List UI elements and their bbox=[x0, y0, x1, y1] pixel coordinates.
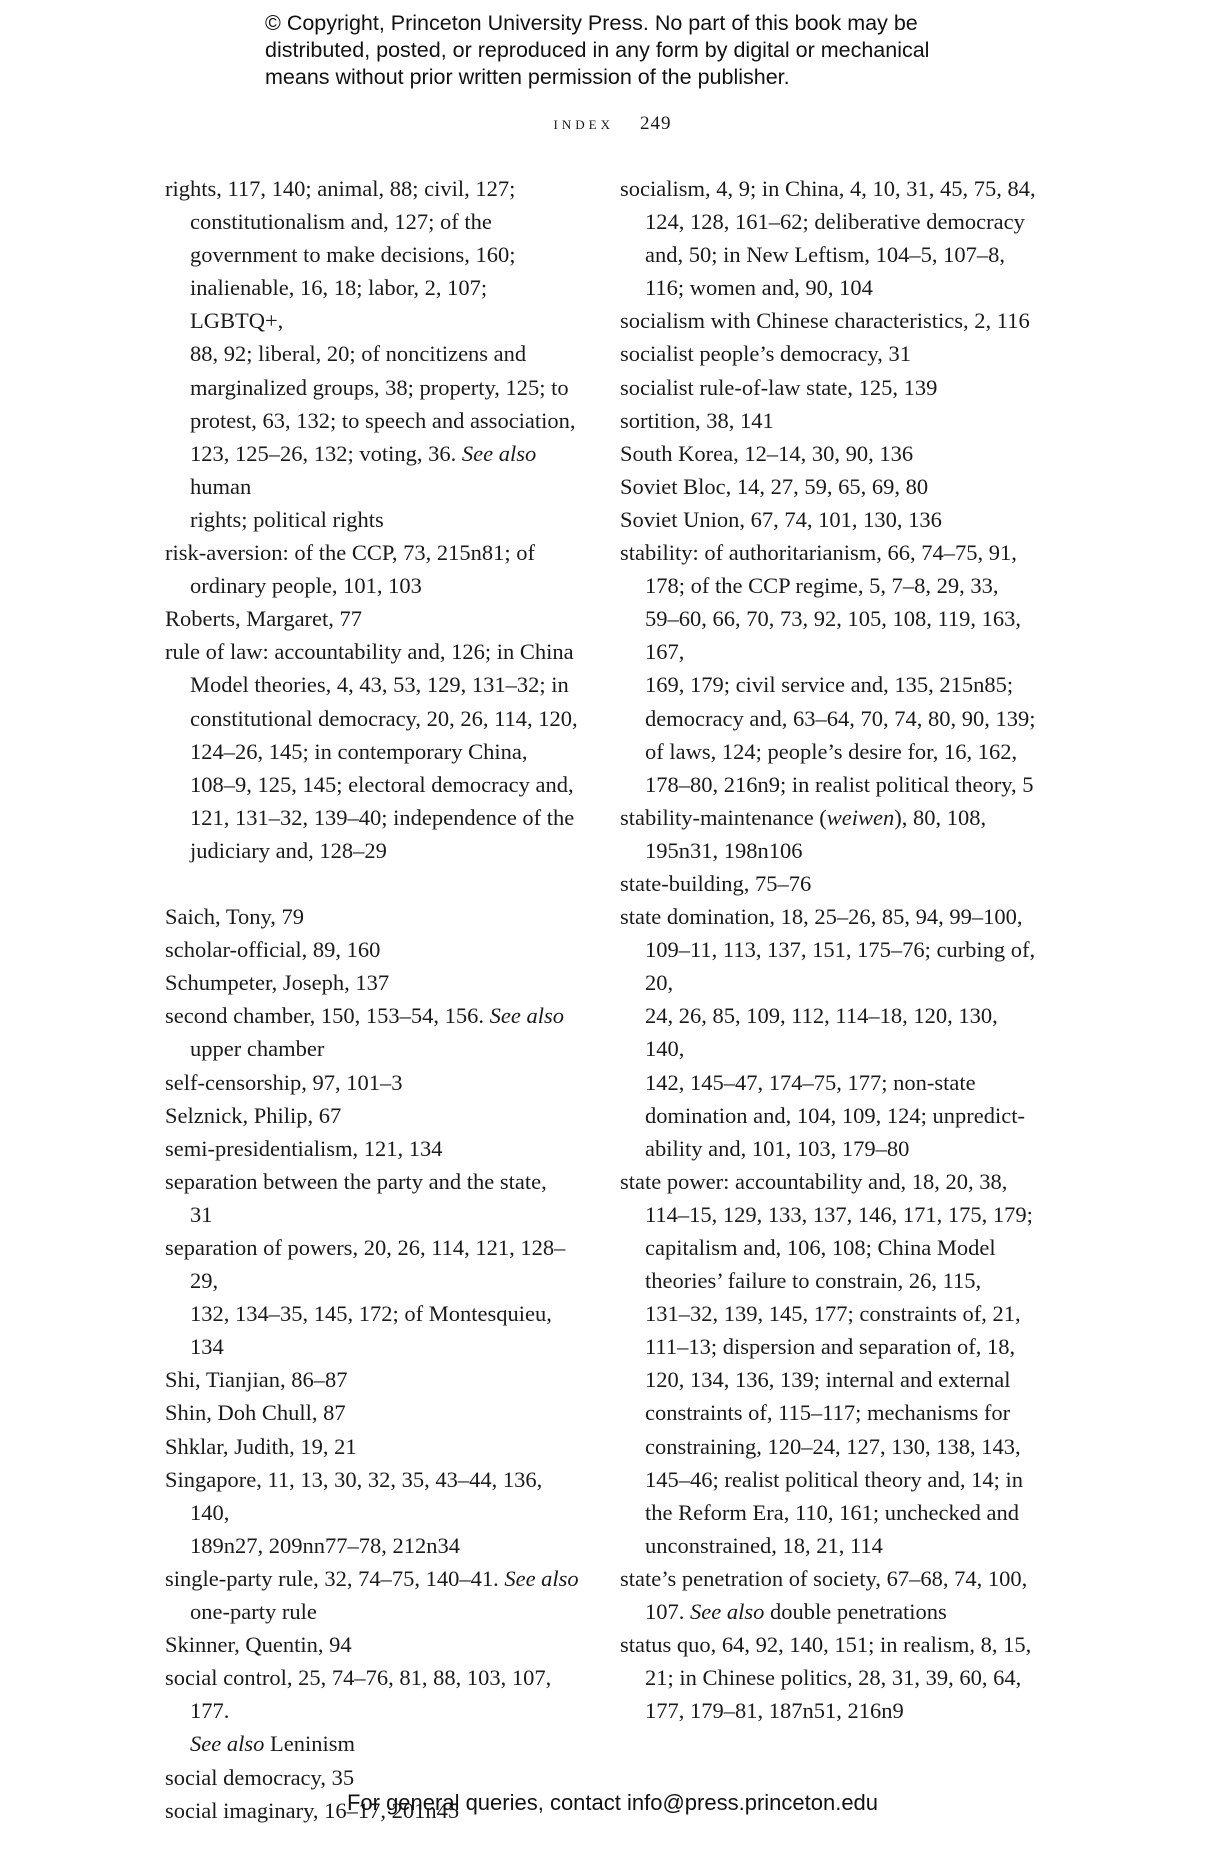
index-entry: second chamber, 150, 153–54, 156. See also upper chamber bbox=[165, 1003, 565, 1062]
index-entry: state power: accountability and, 18, 20, 38, 114–15, 129, 133, 137, 146, 171, 175, 179; capitalism and, 106, 108; China Model theories’ failure to constrain, 26, 115, 131–32, 139, 145, 177; constraints of, 21, 111–13; dispersion and separation of, 18, 120, 134, 136, 139; internal and external constraints of, 115–117; mechanisms for constraining, 120–24, 127, 130, 138, 143, 145–46; realist political theory and, 14; in the Reform Era, 110, 161; unchecked and unconstrained, 18, 21, 114 bbox=[620, 1168, 1033, 1558]
index-entry: stability: of authoritarianism, 66, 74–75, 91, 178; of the CCP regime, 5, 7–8, 29, 33, 59–60, 66, 70, 73, 92, 105, 108, 119, 163, 167, 169, 179; civil service and, 135, 215n85; democracy and, 63–64, 70, 74, 80, 90, 139; of laws, 124; people’s desire for, 16, 162, 178–80, 216n9; in realist political theory, 5 bbox=[620, 540, 1036, 797]
index-entry: rights, 117, 140; animal, 88; civil, 127; constitutionalism and, 127; of the government to make decisions, 160; inalienable, 16, 18; labor, 2, 107; LGBTQ+, 88, 92; liberal, 20; of noncitizens and marginalized groups, 38; property, 125; to protest, 63, 132; to speech and association, 123, 125–26, 132; voting, 36. See also human rights; political rights bbox=[165, 176, 576, 532]
running-head bbox=[0, 113, 1225, 135]
index-entry: risk-aversion: of the CCP, 73, 215n81; of ordinary people, 101, 103 bbox=[165, 540, 535, 599]
index-entry: Roberts, Margaret, 77 bbox=[165, 606, 363, 632]
index-entry: self-censorship, 97, 101–3 bbox=[165, 1069, 403, 1095]
index-entry: social democracy, 35 bbox=[165, 1764, 355, 1790]
index-entry: Singapore, 11, 13, 30, 32, 35, 43–44, 136, 140, 189n27, 209nn77–78, 212n34 bbox=[165, 1466, 543, 1558]
running-head-label: index bbox=[553, 113, 614, 134]
index-column-left bbox=[165, 172, 585, 1827]
footer-contact: For general queries, contact info@press.princeton.edu bbox=[346, 1790, 879, 1815]
index-entry: Soviet Bloc, 14, 27, 59, 65, 69, 80 bbox=[620, 473, 929, 499]
index-entry: Shin, Doh Chull, 87 bbox=[165, 1400, 346, 1426]
index-entry: socialist rule-of-law state, 125, 139 bbox=[620, 374, 938, 400]
copyright-notice: © Copyright, Princeton University Press. No part of this book may be distributed, posted, or reproduced in any form by digital or mechanical means without prior written permission of the publisher. bbox=[265, 11, 930, 89]
page-number: 249 bbox=[639, 113, 672, 134]
index-column-right bbox=[620, 172, 1040, 1727]
index-entry: sortition, 38, 141 bbox=[620, 407, 774, 433]
index-entry: Skinner, Quentin, 94 bbox=[165, 1632, 352, 1658]
index-entry: social control, 25, 74–76, 81, 88, 103, 107, 177. See also Leninism bbox=[165, 1665, 552, 1757]
index-entry: state’s penetration of society, 67–68, 74, 100, 107. See also double penetrations bbox=[620, 1565, 1028, 1625]
index-entry: state domination, 18, 25–26, 85, 94, 99–100, 109–11, 113, 137, 151, 175–76; curbing of, 20, 24, 26, 85, 109, 112, 114–18, 120, 130, 140, 142, 145–47, 174–75, 177; non-state domination and, 104, 109, 124; unpredict- ability and, 101, 103, 179–80 bbox=[620, 904, 1036, 1161]
section-gap bbox=[165, 867, 585, 900]
index-entry: separation between the party and the state, 31 bbox=[165, 1168, 547, 1227]
index-entry: status quo, 64, 92, 140, 151; in realism, 8, 15, 21; in Chinese politics, 28, 31, 39, 60, 64, 177, 179–81, 187n51, 216n9 bbox=[620, 1632, 1032, 1724]
index-entry: Shi, Tianjian, 86–87 bbox=[165, 1367, 348, 1393]
index-entry: South Korea, 12–14, 30, 90, 136 bbox=[620, 440, 914, 466]
index-entry: Selznick, Philip, 67 bbox=[165, 1102, 342, 1128]
index-entry: single-party rule, 32, 74–75, 140–41. See also one-party rule bbox=[165, 1565, 579, 1625]
index-entry: separation of powers, 20, 26, 114, 121, 128–29, 132, 134–35, 145, 172; of Montesquieu, 134 bbox=[165, 1235, 566, 1360]
index-entry: state-building, 75–76 bbox=[620, 870, 812, 896]
index-entry: Schumpeter, Joseph, 137 bbox=[165, 970, 390, 996]
index-entry: semi-presidentialism, 121, 134 bbox=[165, 1135, 443, 1161]
index-entry: socialism with Chinese characteristics, 2, 116 bbox=[620, 308, 1030, 334]
index-entry: Saich, Tony, 79 bbox=[165, 904, 305, 930]
index-entry: scholar-official, 89, 160 bbox=[165, 937, 381, 963]
index-entry: socialist people’s democracy, 31 bbox=[620, 341, 911, 367]
index-entry: Soviet Union, 67, 74, 101, 130, 136 bbox=[620, 506, 942, 532]
index-entry: stability-maintenance (weiwen), 80, 108, 195n31, 198n106 bbox=[620, 804, 987, 863]
index-entry: Shklar, Judith, 19, 21 bbox=[165, 1433, 357, 1459]
index-entry: rule of law: accountability and, 126; in China Model theories, 4, 43, 53, 129, 131–32; in constitutional democracy, 20, 26, 114, 120, 124–26, 145; in contemporary China, 108–9, 125, 145; electoral democracy and, 121, 131–32, 139–40; independence of the judiciary and, 128–29 bbox=[165, 639, 578, 863]
index-entry: social imaginary, 16–17, 201n45 bbox=[165, 1797, 460, 1823]
index-entry: socialism, 4, 9; in China, 4, 10, 31, 45, 75, 84, 124, 128, 161–62; deliberative democracy and, 50; in New Leftism, 104–5, 107–8, 116; women and, 90, 104 bbox=[620, 176, 1036, 301]
